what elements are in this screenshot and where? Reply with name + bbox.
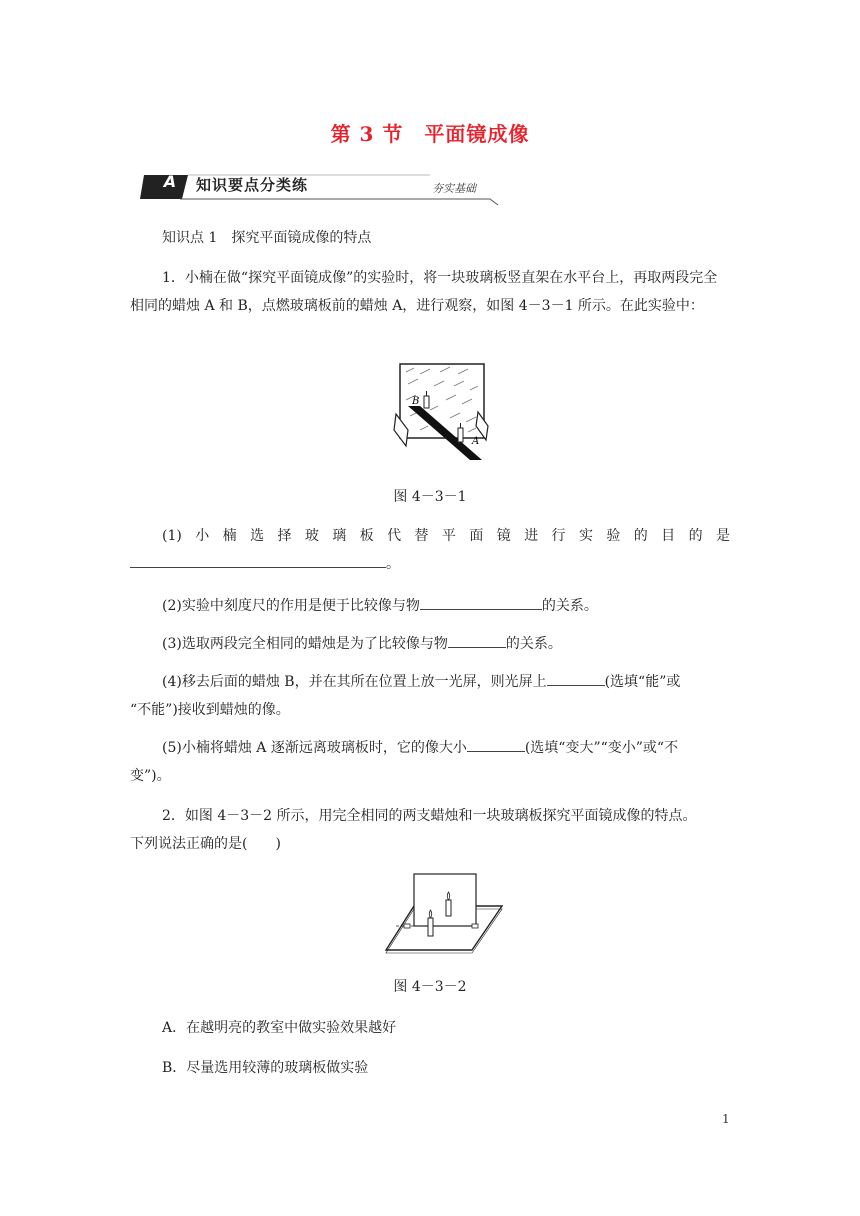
figure-caption-1: 图 4－3－1 xyxy=(393,489,467,505)
q1-sub1-char: 行 xyxy=(551,528,566,544)
answer-blank[interactable] xyxy=(130,551,386,568)
q1-sub5-tail: (选填“变大”“变小”或“不 xyxy=(524,740,679,756)
q1-sub1-char: 进 xyxy=(524,528,539,544)
banner-badge-letter: A xyxy=(163,172,177,191)
q1-sub3-text: (3)选取两段完全相同的蜡烛是为了比较像与物 xyxy=(162,636,448,652)
answer-blank[interactable] xyxy=(467,735,525,752)
q1-sub5-text: (5)小楠将蜡烛 A 逐渐远离玻璃板时，它的像大小 xyxy=(162,740,467,756)
q1-sub1-char: 小 xyxy=(195,528,210,544)
q2-option-b[interactable]: B．尽量选用较薄的玻璃板做实验 xyxy=(162,1060,369,1076)
q1-sub5 xyxy=(162,734,732,762)
figure-label-a: A xyxy=(472,436,480,447)
q1-sub1-char: 择 xyxy=(277,528,292,544)
q1-sub3-tail: 的关系。 xyxy=(505,636,562,652)
q1-sub1-char: 代 xyxy=(387,528,402,544)
q1-sub1-char: 目 xyxy=(661,528,676,544)
q1-sub1-char: 的 xyxy=(633,528,648,544)
q1-stem: 1．小楠在做“探究平面镜成像”的实验时，将一块玻璃板竖直架在水平台上，再取两段完全相同的蜡烛 A 和 B，点燃玻璃板前的蜡烛 A，进行观察，如图 4－3－1 所示。在此实验中： xyxy=(130,270,718,314)
knowledge-point-heading: 知识点 1 探究平面镜成像的特点 xyxy=(162,230,372,246)
q1-sub5-line2: 变”)。 xyxy=(130,768,171,784)
figure-label-b: B xyxy=(412,396,420,407)
q1-sub2-text: (2)实验中刻度尺的作用是便于比较像与物 xyxy=(162,598,420,614)
q1-sub2 xyxy=(162,592,762,620)
q1-sub1-answer-line xyxy=(130,550,730,578)
banner-right-label: 夯实基础 xyxy=(432,182,476,195)
q1-sub1-char: 镜 xyxy=(496,528,511,544)
q1-sub3 xyxy=(162,630,762,658)
q1-sub1-char: 璃 xyxy=(332,528,347,544)
q1-sub1-char: 面 xyxy=(469,528,484,544)
q1-sub4-text: (4)移去后面的蜡烛 B，并在其所在位置上放一光屏，则光屏上 xyxy=(162,674,547,690)
q1-sub1-char: 替 xyxy=(414,528,429,544)
q1-sub2-tail: 的关系。 xyxy=(541,598,598,614)
q1-sub1-char: 楠 xyxy=(222,528,237,544)
q1-sub1-char: (1) xyxy=(162,528,182,544)
q1-sub4-tail: (选填“能”或 xyxy=(604,674,681,690)
answer-blank[interactable] xyxy=(547,669,605,686)
answer-blank[interactable] xyxy=(420,593,542,610)
q1-sub4 xyxy=(162,668,732,696)
q2-option-a[interactable]: A．在越明亮的教室中做实验效果越好 xyxy=(162,1020,397,1036)
q1-sub1-char: 玻 xyxy=(304,528,319,544)
q1-sub1-char: 实 xyxy=(578,528,593,544)
page-title: 第 3 节 平面镜成像 xyxy=(330,122,530,146)
figure-caption-2: 图 4－3－2 xyxy=(393,979,467,995)
answer-blank[interactable] xyxy=(448,631,506,648)
q1-sub1-char: 平 xyxy=(441,528,456,544)
q1-sub1-end: 。 xyxy=(386,556,400,572)
q1-sub1-char: 板 xyxy=(359,528,374,544)
q2-stem-line2: 下列说法正确的是( ) xyxy=(130,836,281,852)
q1-sub1-char: 是 xyxy=(715,528,730,544)
q1-sub1-char: 验 xyxy=(606,528,621,544)
page-number: 1 xyxy=(722,1112,730,1126)
q1-sub1 xyxy=(162,522,730,550)
q1-sub1-char: 选 xyxy=(250,528,265,544)
q1-sub4-line2: “不能”)接收到蜡烛的像。 xyxy=(130,702,290,718)
q1-sub1-char: 的 xyxy=(688,528,703,544)
figure-4-3-1 xyxy=(390,360,490,464)
q2-stem-line1: 2．如图 4－3－2 所示，用完全相同的两支蜡烛和一块玻璃板探究平面镜成像的特点。 xyxy=(162,808,697,824)
banner-label: 知识要点分类练 xyxy=(196,176,309,194)
figure-4-3-2 xyxy=(384,870,506,954)
